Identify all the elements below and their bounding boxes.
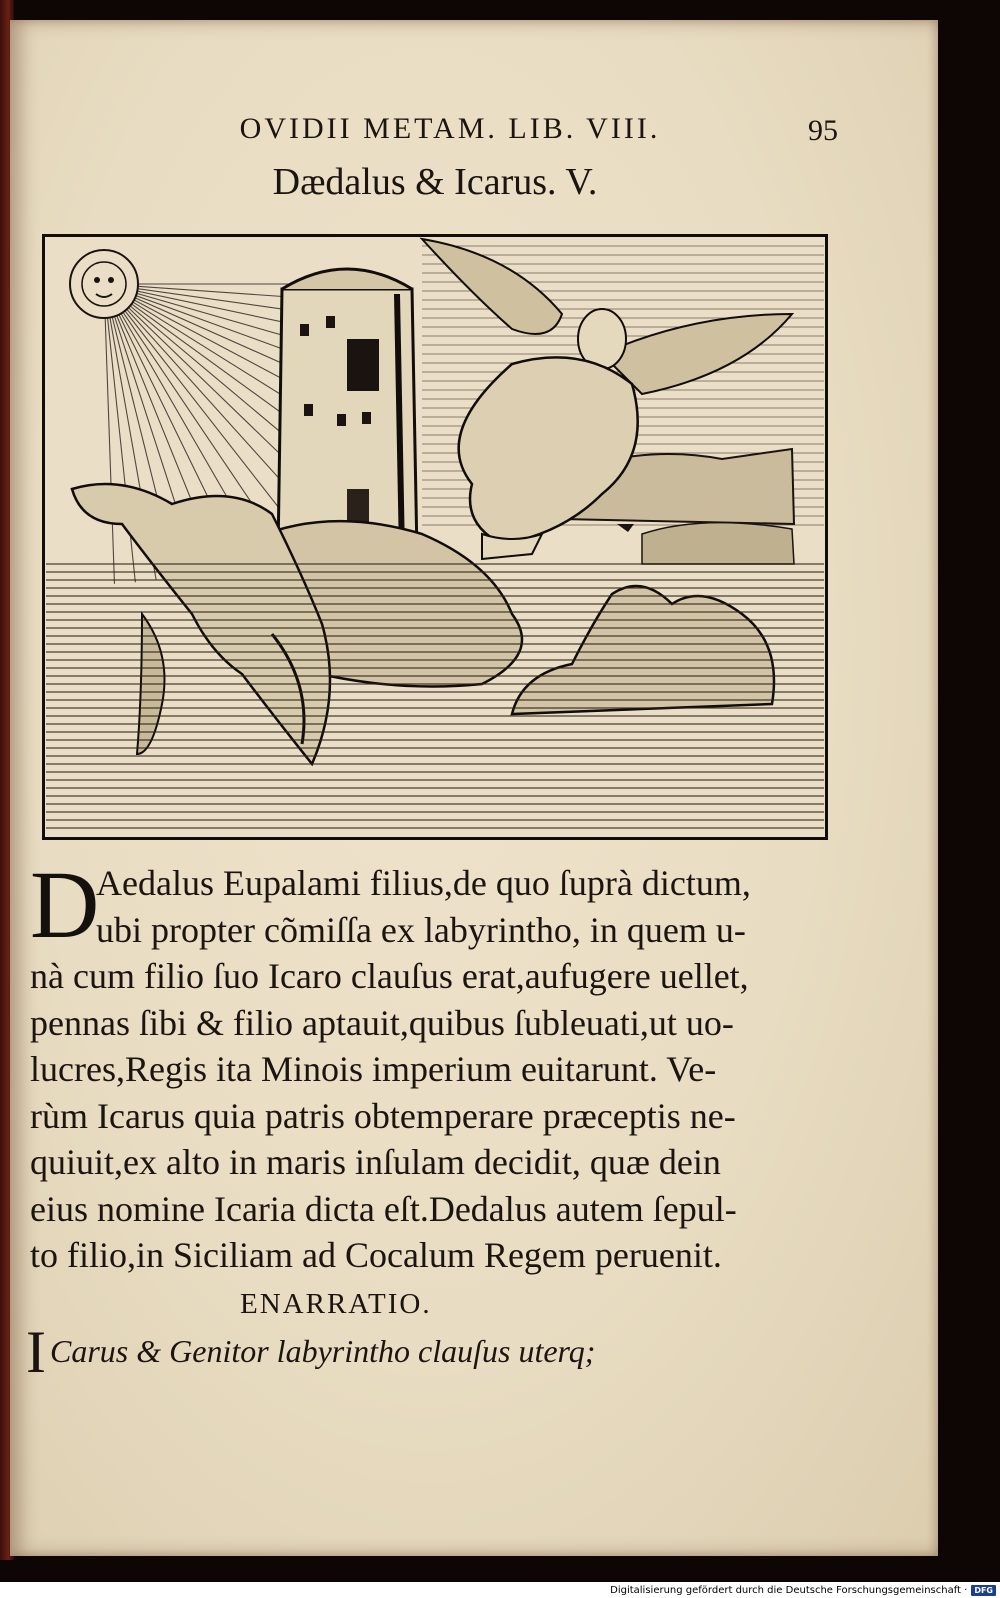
woodcut-illustration: [42, 234, 828, 840]
text-line: Aedalus Eupalami filius,de quo ſuprà dictum,: [96, 863, 751, 903]
text-line: eius nomine Icaria dicta eſt.Dedalus autem ſepul-: [30, 1188, 737, 1229]
enarratio-heading: ENARRATIO.: [240, 1288, 432, 1320]
text-line: lucres,Regis ita Minois imperium euitarunt. Ve-: [30, 1049, 717, 1089]
text-line: pennas ſibi & filio aptauit,quibus ſubleuati,ut uo-: [30, 1002, 734, 1043]
tower-icon: [278, 269, 417, 554]
text-line: nà cum filio ſuo Icaro clauſus erat,aufugere uellet,: [30, 956, 749, 996]
digitization-credit-bar: [0, 1582, 1000, 1598]
verse-text: Carus & Genitor labyrintho clauſus uterq;: [49, 1333, 596, 1369]
enarratio-verse: [26, 1319, 746, 1385]
section-title: Dædalus & Icarus. V.: [272, 161, 598, 203]
text-line: ubi propter cõmiſſa ex labyrintho, in quem u-: [96, 909, 746, 950]
dfg-logo: DFG: [971, 1585, 996, 1596]
text-line: to filio,in Siciliam ad Cocalum Regem peruenit.: [30, 1235, 722, 1275]
sun-icon: [70, 250, 138, 318]
page-number: 95: [808, 114, 838, 147]
verse-initial: I: [26, 1319, 46, 1385]
drop-cap: D: [30, 851, 100, 958]
text-line: quiuit,ex alto in maris inſulam decidit, quæ dein: [30, 1142, 721, 1182]
text-line: rùm Icarus quia patris obtemperare præceptis ne-: [30, 1095, 736, 1136]
book-page: [10, 20, 938, 1556]
credit-text: Digitalisierung gefördert durch die Deutsche Forschungsgemeinschaft ·: [610, 1584, 968, 1596]
body-text: [30, 851, 830, 1279]
running-head: OVIDII METAM. LIB. VIII.: [239, 112, 661, 145]
